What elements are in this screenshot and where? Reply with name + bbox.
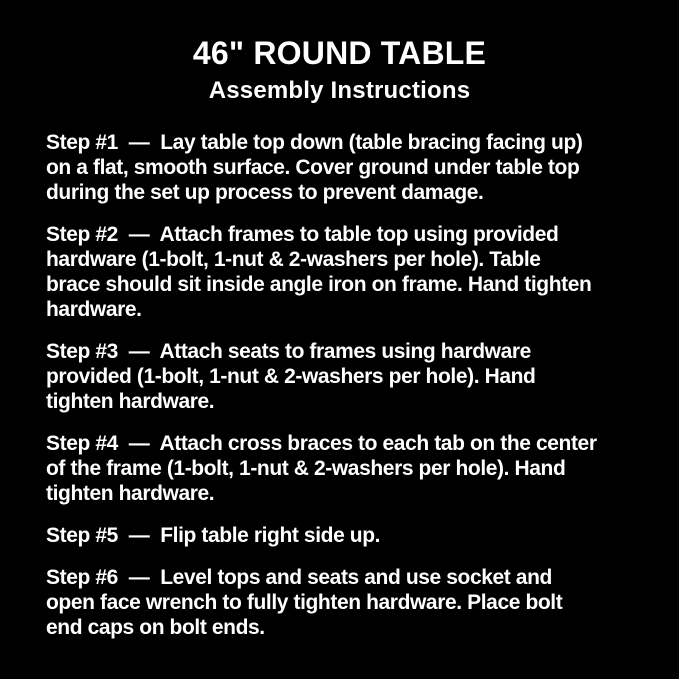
- step-line: tighten hardware.: [46, 482, 215, 505]
- step-line: during the set up process to prevent damage.: [46, 181, 484, 204]
- step-line: Step #6 — Level tops and seats and use socket and: [46, 566, 552, 589]
- step-line: Step #4 — Attach cross braces to each tab on the center: [46, 432, 597, 455]
- step-line: Step #5 — Flip table right side up.: [46, 524, 381, 547]
- step-item-2: [46, 222, 653, 322]
- steps-list: [46, 130, 653, 640]
- step-line: hardware.: [46, 298, 142, 321]
- step-line: open face wrench to fully tighten hardware. Place bolt: [46, 591, 563, 614]
- header: [0, 34, 679, 106]
- step-line: hardware (1-bolt, 1-nut & 2-washers per hole). Table: [46, 248, 541, 271]
- step-item-3: [46, 339, 653, 414]
- step-line: Step #2 — Attach frames to table top using provided: [46, 223, 559, 246]
- step-line: Step #1 — Lay table top down (table bracing facing up): [46, 131, 583, 154]
- step-line: tighten hardware.: [46, 390, 215, 413]
- step-line: provided (1-bolt, 1-nut & 2-washers per hole). Hand: [46, 365, 536, 388]
- step-item-4: [46, 431, 653, 506]
- step-line: of the frame (1-bolt, 1-nut & 2-washers per hole). Hand: [46, 457, 566, 480]
- step-line: Step #3 — Attach seats to frames using hardware: [46, 340, 531, 363]
- step-line: end caps on bolt ends.: [46, 616, 265, 639]
- step-item-1: [46, 130, 653, 205]
- step-line: on a flat, smooth surface. Cover ground under table top: [46, 156, 580, 179]
- step-item-6: [46, 565, 653, 640]
- step-line: brace should sit inside angle iron on frame. Hand tighten: [46, 273, 592, 296]
- page-title: 46" ROUND TABLE: [192, 35, 487, 71]
- step-item-5: [46, 523, 653, 548]
- page-subtitle: Assembly Instructions: [208, 77, 471, 104]
